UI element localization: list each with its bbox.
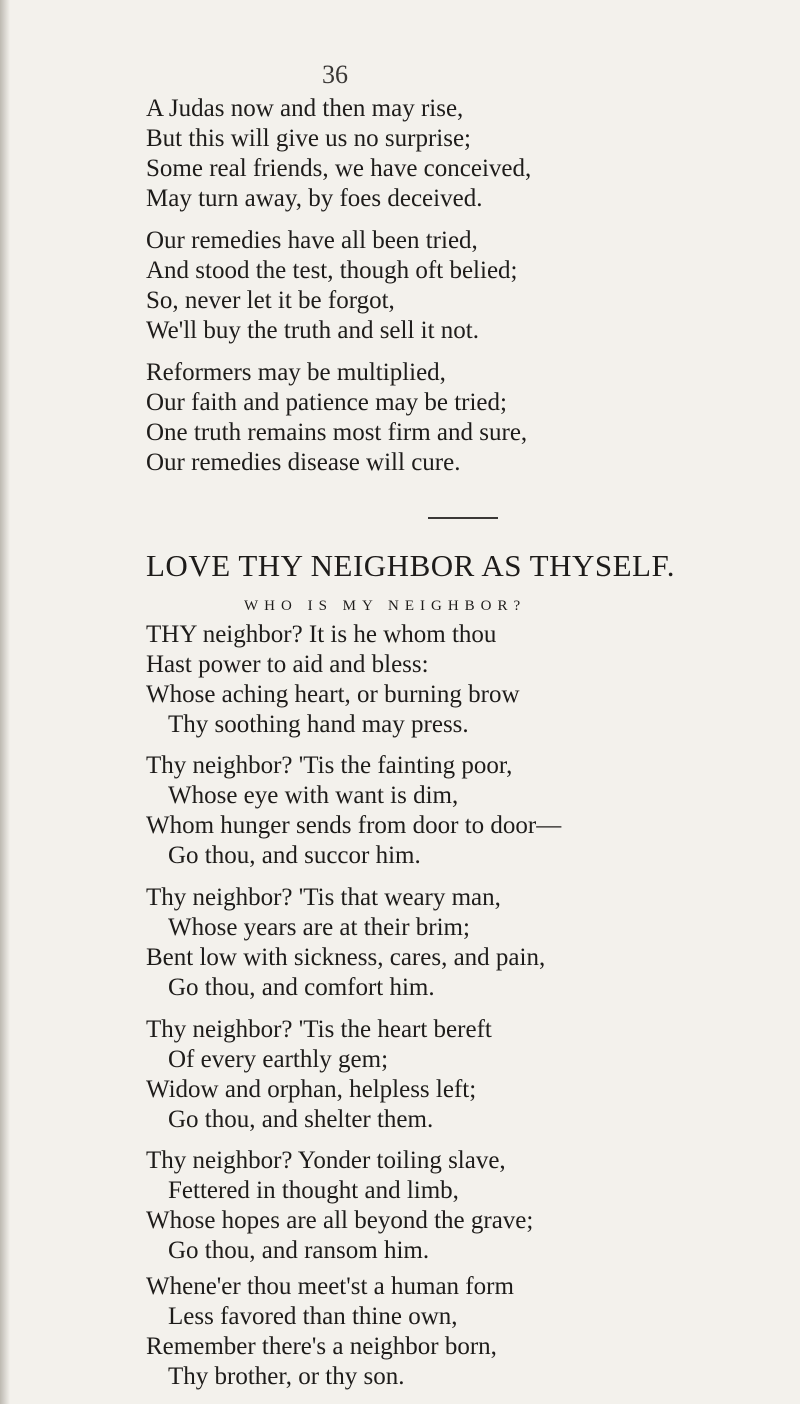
- poem-line: A Judas now and then may rise,: [146, 95, 464, 122]
- poem-line: Go thou, and comfort him.: [168, 974, 435, 1001]
- page-edge-shadow: [0, 0, 10, 1404]
- poem-line: Thy soothing hand may press.: [168, 711, 469, 738]
- neighbor-stanza-6: [146, 1272, 514, 1392]
- poem-line: So, never let it be forgot,: [146, 287, 395, 314]
- poem-line: Fettered in thought and limb,: [168, 1177, 459, 1204]
- poem-line: Of every earthly gem;: [168, 1046, 389, 1073]
- poem-line: One truth remains most firm and sure,: [146, 419, 528, 446]
- stanza-3: [146, 358, 527, 478]
- poem-line: Thy neighbor? 'Tis that weary man,: [146, 884, 501, 911]
- poem-line: Thy neighbor? 'Tis the fainting poor,: [146, 752, 513, 779]
- poem-line: Less favored than thine own,: [168, 1303, 458, 1330]
- poem-line: Whose years are at their brim;: [168, 914, 470, 941]
- poem-line: Reformers may be multiplied,: [146, 359, 446, 386]
- poem-line: Remember there's a neighbor born,: [146, 1333, 497, 1360]
- neighbor-stanza-2: [146, 751, 561, 871]
- poem-line: Our faith and patience may be tried;: [146, 389, 507, 416]
- neighbor-stanza-5: [146, 1146, 533, 1266]
- poem-line: THY neighbor? It is he whom thou: [146, 621, 497, 648]
- poem-line: We'll buy the truth and sell it not.: [146, 317, 479, 344]
- poem-line: Bent low with sickness, cares, and pain,: [146, 944, 546, 971]
- poem-line: But this will give us no surprise;: [146, 125, 471, 152]
- poem-line: Whene'er thou meet'st a human form: [146, 1273, 514, 1300]
- poem-line: Widow and orphan, helpless left;: [146, 1076, 477, 1103]
- poem-line: Some real friends, we have conceived,: [146, 155, 532, 182]
- poem-line: May turn away, by foes deceived.: [146, 185, 483, 212]
- poem-line: Whose aching heart, or burning brow: [146, 681, 520, 708]
- poem-line: Thy brother, or thy son.: [168, 1363, 405, 1390]
- poem-line: Our remedies have all been tried,: [146, 227, 478, 254]
- poem-line: Whose eye with want is dim,: [168, 782, 459, 809]
- neighbor-stanza-3: [146, 883, 545, 1003]
- stanza-1: [146, 94, 531, 214]
- stanza-2: [146, 226, 517, 346]
- poem-line: Whose hopes are all beyond the grave;: [146, 1207, 534, 1234]
- poem-title: LOVE THY NEIGHBOR AS THYSELF.: [146, 548, 675, 583]
- poem-line: Go thou, and ransom him.: [168, 1237, 430, 1264]
- poem-line: Thy neighbor? 'Tis the heart bereft: [146, 1016, 492, 1043]
- neighbor-stanza-4: [146, 1015, 492, 1135]
- neighbor-stanza-1: [146, 620, 520, 740]
- poem-line: Go thou, and succor him.: [168, 842, 421, 869]
- poem-line: Thy neighbor? Yonder toiling slave,: [146, 1147, 506, 1174]
- poem-subtitle: WHO IS MY NEIGHBOR?: [244, 598, 527, 614]
- poem-line: Our remedies disease will cure.: [146, 449, 461, 476]
- poem-line: Hast power to aid and bless:: [146, 651, 429, 678]
- poem-line: Go thou, and shelter them.: [168, 1106, 434, 1133]
- poem-line: Whom hunger sends from door to door—: [146, 812, 562, 839]
- section-divider: [428, 517, 498, 519]
- poem-line: And stood the test, though oft belied;: [146, 257, 518, 284]
- page-number: 36: [322, 60, 348, 89]
